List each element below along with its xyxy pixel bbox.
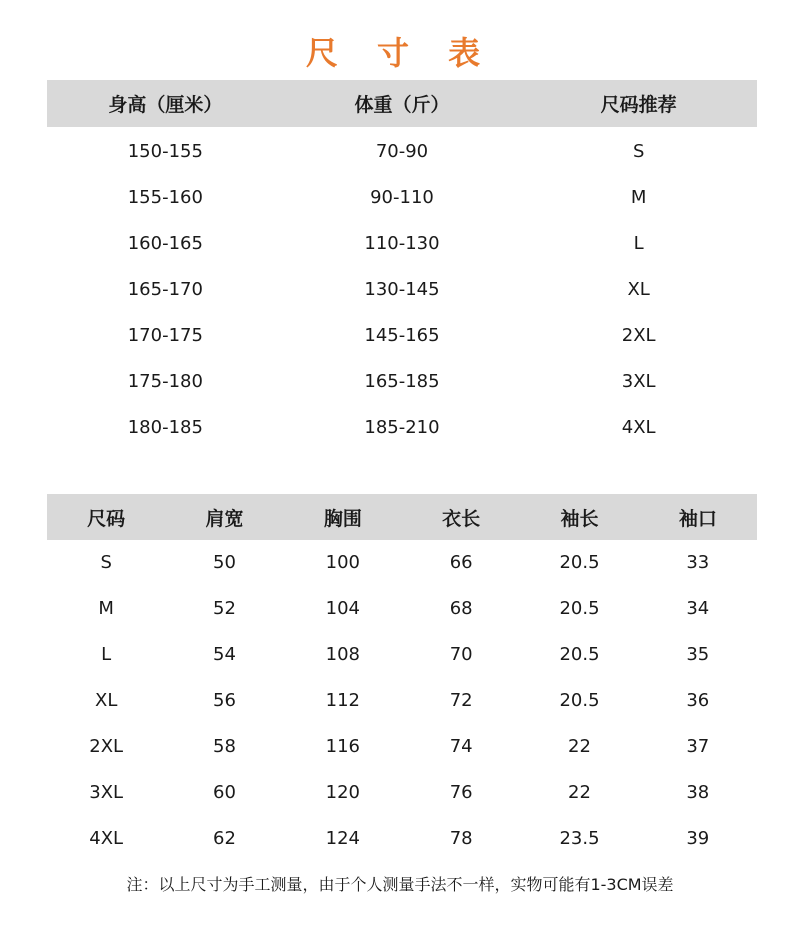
length-cell: 70 <box>449 644 473 666</box>
weight-cell: 90-110 <box>370 187 434 209</box>
table-row <box>47 175 757 221</box>
table-row <box>47 404 757 450</box>
chest-cell: 120 <box>325 781 360 803</box>
sleeve-cell: 20.5 <box>559 690 600 712</box>
size-cell: 2XL <box>89 736 124 757</box>
size-cell: 3XL <box>89 781 124 803</box>
column-header-size: 尺码 <box>87 507 126 530</box>
weight-cell: 70-90 <box>375 141 429 163</box>
length-cell: 72 <box>449 690 473 712</box>
table-row <box>47 358 757 404</box>
height-cell: 150-155 <box>127 141 203 163</box>
weight-cell: 110-130 <box>364 233 440 255</box>
size-cell: L <box>101 644 112 666</box>
chest-cell: 116 <box>325 736 360 757</box>
sleeve-cell: 20.5 <box>559 644 600 666</box>
chest-cell: 112 <box>325 690 360 712</box>
length-cell: 78 <box>449 827 473 849</box>
sleeve-cell: 20.5 <box>559 552 600 574</box>
shoulder-cell: 50 <box>213 552 236 574</box>
table-row <box>47 540 757 586</box>
cuff-cell: 34 <box>686 598 710 620</box>
chest-cell: 100 <box>325 552 360 574</box>
size-cell: M <box>630 187 647 209</box>
size-cell: 2XL <box>621 325 656 346</box>
sleeve-cell: 22 <box>568 736 591 757</box>
measurement-note: 注：以上尺寸为手工测量，由于个人测量手法不一样，实物可能有1-3CM误差 <box>126 875 674 894</box>
table-row <box>47 586 757 632</box>
size-cell: M <box>98 598 114 620</box>
column-header-recommended-size: 尺码推荐 <box>600 94 677 116</box>
shoulder-cell: 52 <box>213 598 236 620</box>
column-header-cuff: 袖口 <box>678 507 717 530</box>
table-row <box>47 313 757 359</box>
page-title: 尺 寸 表 <box>305 34 495 72</box>
sleeve-cell: 20.5 <box>559 598 600 620</box>
size-cell: 4XL <box>621 416 656 438</box>
height-cell: 175-180 <box>127 370 203 392</box>
height-cell: 165-170 <box>127 279 203 301</box>
weight-cell: 185-210 <box>364 416 440 438</box>
column-header-height: 身高（厘米） <box>108 94 223 116</box>
table-row <box>47 724 757 770</box>
table-row <box>47 127 757 175</box>
size-cell: XL <box>94 690 118 712</box>
table-row <box>47 815 757 861</box>
column-header-sleeve-length: 袖长 <box>560 507 599 530</box>
chest-cell: 124 <box>325 827 360 849</box>
weight-cell: 130-145 <box>364 279 440 301</box>
chest-cell: 108 <box>325 644 360 666</box>
table-row <box>47 769 757 815</box>
column-header-weight: 体重（斤） <box>354 94 450 116</box>
column-header-shoulder: 肩宽 <box>205 507 244 530</box>
table-row <box>47 267 757 313</box>
shoulder-cell: 54 <box>213 644 236 666</box>
column-header-chest: 胸围 <box>323 507 362 530</box>
shoulder-cell: 58 <box>213 736 236 757</box>
size-cell: L <box>633 233 644 255</box>
shoulder-cell: 62 <box>213 827 236 849</box>
cuff-cell: 36 <box>686 690 710 712</box>
cuff-cell: 37 <box>686 736 710 757</box>
height-cell: 155-160 <box>127 187 203 209</box>
shoulder-cell: 60 <box>213 781 236 803</box>
weight-cell: 145-165 <box>364 325 440 346</box>
shoulder-cell: 56 <box>213 690 236 712</box>
cuff-cell: 35 <box>686 644 710 666</box>
length-cell: 68 <box>449 598 473 620</box>
size-cell: XL <box>627 279 650 301</box>
size-cell: S <box>100 552 112 574</box>
sleeve-cell: 23.5 <box>559 827 600 849</box>
column-header-length: 衣长 <box>442 507 481 530</box>
size-cell: 3XL <box>621 370 656 392</box>
sleeve-cell: 22 <box>568 781 591 803</box>
size-cell: 4XL <box>89 827 124 849</box>
length-cell: 66 <box>449 552 473 574</box>
cuff-cell: 38 <box>686 781 710 803</box>
table-header-row <box>47 80 757 127</box>
height-weight-size-table <box>47 80 757 450</box>
table-row <box>47 221 757 267</box>
cuff-cell: 33 <box>686 552 710 574</box>
table-row <box>47 678 757 724</box>
garment-measurements-table <box>47 494 757 861</box>
length-cell: 74 <box>449 736 473 757</box>
height-cell: 160-165 <box>127 233 203 255</box>
height-cell: 180-185 <box>127 416 203 438</box>
size-cell: S <box>632 141 645 163</box>
chest-cell: 104 <box>325 598 360 620</box>
cuff-cell: 39 <box>686 827 710 849</box>
table-row <box>47 632 757 678</box>
weight-cell: 165-185 <box>364 370 440 392</box>
table-header-row <box>47 494 757 540</box>
height-cell: 170-175 <box>127 325 203 346</box>
length-cell: 76 <box>449 781 473 803</box>
